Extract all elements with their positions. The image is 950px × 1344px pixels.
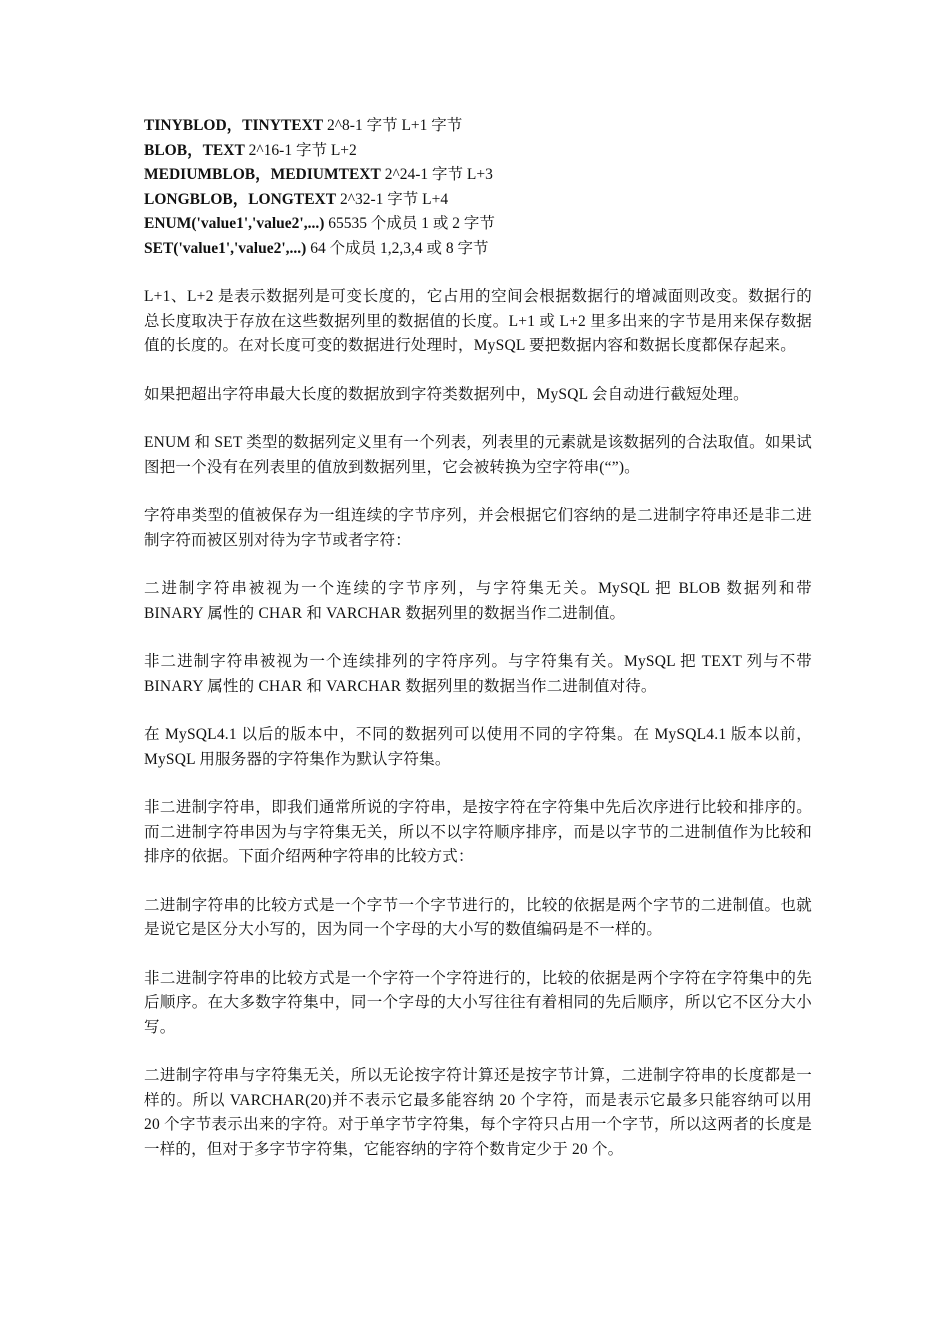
paragraph-variable-length: L+1、L+2 是表示数据列是可变长度的，它占用的空间会根据数据行的增减面则改变。数据行的总长度取决于存放在这些数据列里的数据值的长度。L+1 或 L+2 里多出来的字节是用来保存数据值的长度的。在对长度可变的数据进行处理时，MySQL 要把数据内容和数据长度都保存起来。 xyxy=(144,288,812,354)
paragraph-enum-set: ENUM 和 SET 类型的数据列定义里有一个列表，列表里的元素就是该数据列的合法取值。如果试图把一个没有在列表里的值放到数据列里，它会被转换为空字符串(“”)。 xyxy=(144,434,812,476)
paragraph-nonbinary-compare: 非二进制字符串的比较方式是一个字符一个字符进行的，比较的依据是两个字符在字符集中的先后顺序。在大多数字符集中，同一个字母的大小写往往有着相同的先后顺序，所以它不区分大小写。 xyxy=(144,969,812,1036)
paragraph-charset-version: 在 MySQL4.1 以后的版本中，不同的数据列可以使用不同的字符集。在 MySQL4.1 版本以前，MySQL 用服务器的字符集作为默认字符集。 xyxy=(144,726,812,768)
paragraph-byte-sequence: 字符串类型的值被保存为一组连续的字节序列，并会根据它们容纳的是二进制字符串还是非二进制字符而被区别对待为字节或者字符： xyxy=(144,507,812,549)
type-desc: 2^16-1 字节 L+2 xyxy=(244,141,357,159)
paragraph-sorting: 非二进制字符串，即我们通常所说的字符串，是按字符在字符集中先后次序进行比较和排序的。而二进制字符串因为与字符集无关，所以不以字符顺序排序，而是以字节的二进制值作为比较和排序的依据。下面介绍两种字符串的比较方式： xyxy=(144,799,812,865)
type-row xyxy=(144,139,812,164)
type-desc: 2^24-1 字节 L+3 xyxy=(380,166,493,183)
paragraph-binary-string: 二进制字符串被视为一个连续的字节序列，与字符集无关。MySQL 把 BLOB 数据列和带 BINARY 属性的 CHAR 和 VARCHAR 数据列里的数据当作二进制值。 xyxy=(144,580,812,622)
paragraph-binary-compare: 二进制字符串的比较方式是一个字节一个字节进行的，比较的依据是两个字节的二进制值。也就是说它是区分大小写的，因为同一个字母的大小写的数值编码是不一样的。 xyxy=(144,896,812,938)
type-row xyxy=(144,188,812,213)
type-name: ENUM('value1','value2',...) xyxy=(144,215,325,232)
document-page xyxy=(144,114,812,1186)
type-desc: 2^8-1 字节 L+1 字节 xyxy=(323,117,463,134)
type-row xyxy=(144,163,812,188)
type-desc: 2^32-1 字节 L+4 xyxy=(336,190,449,208)
paragraph-truncation: 如果把超出字符串最大长度的数据放到字符类数据列中，MySQL 会自动进行截短处理。 xyxy=(144,385,749,403)
type-desc: 64 个成员 1,2,3,4 或 8 字节 xyxy=(306,239,489,257)
type-name: SET('value1','value2',...) xyxy=(144,239,307,257)
type-desc: 65535 个成员 1 或 2 字节 xyxy=(324,215,495,232)
type-row xyxy=(144,114,812,139)
type-row xyxy=(144,237,812,262)
paragraph-nonbinary-string: 非二进制字符串被视为一个连续排列的字符序列。与字符集有关。MySQL 把 TEXT 列与不带 BINARY 属性的 CHAR 和 VARCHAR 数据列里的数据当作二进制值对待。 xyxy=(144,653,812,695)
type-name: MEDIUMBLOB，MEDIUMTEXT xyxy=(144,166,381,183)
string-type-list xyxy=(144,114,812,261)
type-name: BLOB，TEXT xyxy=(144,141,245,159)
type-name: TINYBLOD，TINYTEXT xyxy=(144,117,324,134)
paragraph-varchar-length: 二进制字符串与字符集无关，所以无论按字符计算还是按字节计算，二进制字符串的长度都是一样的。所以 VARCHAR(20)并不表示它最多能容纳 20 个字符，而是表示它最多只能容纳可以用 20 个字节表示出来的字符。对于单字节字符集，每个字符只占用一个字节，所以这两者的长度是一样的，但对于多字节字符集，它能容纳的字符个数肯定少于 20 个。 xyxy=(144,1067,812,1158)
type-row xyxy=(144,212,812,237)
type-name: LONGBLOB，LONGTEXT xyxy=(144,190,337,208)
